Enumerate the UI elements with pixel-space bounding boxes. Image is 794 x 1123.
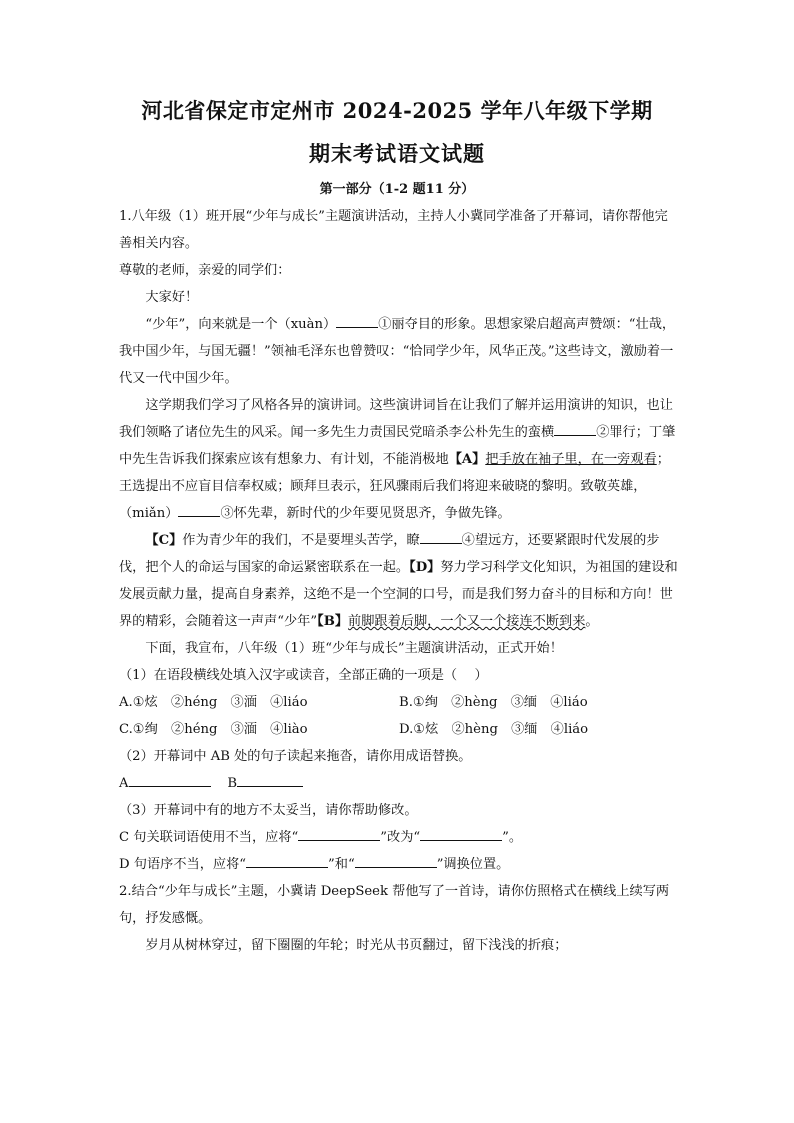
p3-text-a: 作为青少年的我们，不是要埋头苦学，瞭 xyxy=(182,533,420,548)
answer-a-blank[interactable] xyxy=(129,772,211,787)
section-heading: 第一部分（1-2 题11 分） xyxy=(319,182,475,197)
option-d[interactable]: D.①炫 ②hèng ③缅 ④liáo xyxy=(399,722,589,737)
speech-paragraph-1 xyxy=(119,311,679,392)
p2-text-a: 这学期我们学习了风格各异的演讲词。这些演讲词旨在让我们了解并运用演讲的知识，也让我们领略了诸位先生的风采。闻一多先生力责国民党暗杀李公朴先生的蛮横 xyxy=(119,398,673,440)
sub3-d-blank-1[interactable] xyxy=(246,853,328,868)
blank-4[interactable] xyxy=(420,529,462,544)
q2-intro: 2.结合“少年与成长”主题，小冀请 DeepSeek 帮他写了一首诗，请你仿照格式在横线上续写两句，抒发感慨。 xyxy=(119,884,670,926)
p1-text-b: ①丽夺目的形象。思想家梁启超高声赞颂：“壮哉，我中国少年，与国无疆！”领袖毛泽东也曾赞叹：“恰同学少年，风华正茂。”这些诗文，激励着一代又一代中国少年。 xyxy=(119,317,676,386)
sub3-d-line xyxy=(119,851,679,878)
p2-text-d: ③怀先辈，新时代的少年要见贤思齐，争做先锋。 xyxy=(220,506,511,521)
sub3-c-text-2: ”改为“ xyxy=(380,830,421,845)
exam-body xyxy=(119,203,679,959)
sub3-c-blank-1[interactable] xyxy=(298,826,380,841)
q2-poem: 岁月从树林穿过，留下圈圈的年轮；时光从书页翻过，留下浅浅的折痕； xyxy=(145,938,568,953)
p1-text-a: “少年”，向来就是一个（xuàn） xyxy=(145,317,337,332)
sub3-d-text-2: ”和“ xyxy=(328,857,355,872)
option-a[interactable]: A.①炫 ②héng ③湎 ④liáo xyxy=(119,695,308,710)
options-row-2 xyxy=(119,716,679,743)
hello: 大家好！ xyxy=(145,290,199,305)
sub3-d-blank-2[interactable] xyxy=(355,853,437,868)
options-row-1 xyxy=(119,689,679,716)
option-c[interactable]: C.①绚 ②héng ③湎 ④liào xyxy=(119,722,308,737)
sub-question-2: （2）开幕词中 AB 处的句子读起来拖沓，请你用成语替换。 xyxy=(119,749,472,764)
sub2-answer-line xyxy=(119,770,679,797)
option-b[interactable]: B.①绚 ②hèng ③缅 ④liáo xyxy=(399,695,588,710)
sub3-d-text-1: D 句语序不当，应将“ xyxy=(119,857,247,872)
exam-title-line2: 期末考试语文试题 xyxy=(309,141,485,166)
greeting: 尊敬的老师，亲爱的同学们： xyxy=(119,263,291,278)
sub-question-3: （3）开幕词中有的地方不太妥当，请你帮助修改。 xyxy=(119,803,418,818)
tag-d: 【D】 xyxy=(409,560,441,575)
answer-b-blank[interactable] xyxy=(237,772,303,787)
p3-text-c: 努力学习科学文化知识，为祖国的建设和发展贡献力量，提高自身素养，这绝不是一个空洞的口号，而是我们努力奋斗的目标和方向！世界的精彩，会随着这一声声“少年” xyxy=(119,560,678,629)
sub3-c-blank-2[interactable] xyxy=(420,826,502,841)
tag-b: 【B】 xyxy=(317,614,349,629)
tag-a: 【A】 xyxy=(448,452,486,467)
p2-text-b: ②罪行；丁肇中先生告诉我们探索应该有想象力、有计划，不能消极地 xyxy=(119,425,676,467)
answer-a-label: A xyxy=(119,776,129,791)
p3-end: 。 xyxy=(585,614,599,629)
sub3-c-text-3: ”。 xyxy=(502,830,523,845)
blank-1[interactable] xyxy=(336,313,378,328)
speech-paragraph-3 xyxy=(119,527,679,635)
blank-3[interactable] xyxy=(178,502,220,517)
p2-text-c: ；王选提出不应盲目信奉权威；顾拜旦表示，狂风骤雨后我们将迎来破晓的黎明。致敬英雄，（miǎn） xyxy=(119,452,670,521)
speech-paragraph-2 xyxy=(119,392,679,527)
p3-text-b: ④望远方，还要紧跟时代发展的步伐，把个人的命运与国家的命运紧密联系在一起。 xyxy=(119,533,660,575)
wavy-sentence-b: 前脚跟着后脚，一个又一个接连不断到来 xyxy=(348,614,586,629)
q1-intro: 1.八年级（1）班开展“少年与成长”主题演讲活动，主持人小冀同学准备了开幕词，请你帮他完善相关内容。 xyxy=(119,209,668,251)
speech-paragraph-4: 下面，我宣布，八年级（1）班“少年与成长”主题演讲活动，正式开始！ xyxy=(145,641,563,656)
exam-title-line1: 河北省保定市定州市 2024-2025 学年八年级下学期 xyxy=(141,98,653,123)
answer-b-label: B xyxy=(227,776,238,791)
sub3-c-text-1: C 句关联词语使用不当，应将“ xyxy=(119,830,299,845)
blank-2[interactable] xyxy=(554,421,596,436)
sub3-c-line xyxy=(119,824,679,851)
underlined-sentence-a: 把手放在袖子里，在一旁观看 xyxy=(485,452,657,467)
tag-c: 【C】 xyxy=(145,533,183,548)
sub-question-1: （1）在语段横线处填入汉字或读音，全部正确的一项是（ ） xyxy=(119,668,488,683)
sub3-d-text-3: ”调换位置。 xyxy=(436,857,510,872)
